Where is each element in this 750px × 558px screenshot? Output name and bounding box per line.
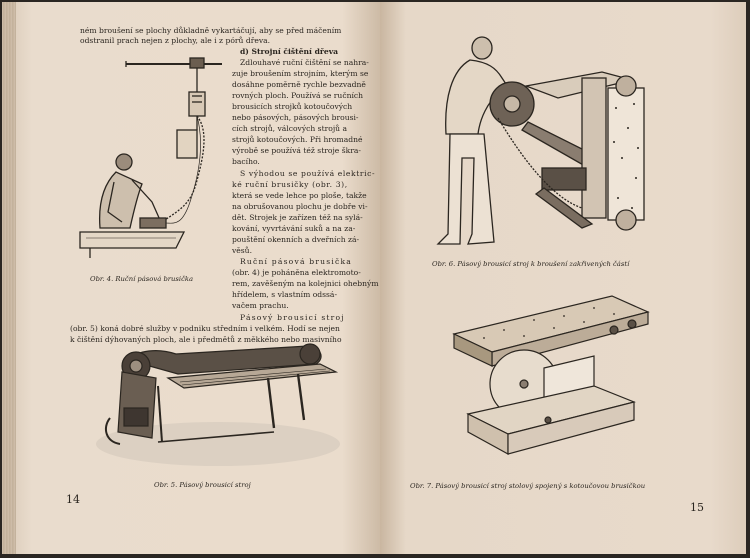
intro-line-2: odstranil prach nejen z plochy, ale i z pórů dřeva. — [80, 36, 271, 45]
column-line: výrobě se používá též stroje škra- — [232, 146, 361, 155]
figure-5-caption: Obr. 5. Pásový brousicí stroj — [154, 481, 251, 489]
book-spread — [2, 2, 746, 554]
column-line: pouštění okenních a dveřních zá- — [232, 235, 360, 244]
column-line: brousicích strojků kotoučových — [232, 102, 353, 111]
intro-line-1: ném broušení se plochy důkladně vykartáčují, aby se před máčením — [80, 26, 342, 35]
column-line: hřídelem, s vlastním odssá- — [232, 290, 338, 299]
column-line: Ruční pásová brusička — [240, 257, 352, 266]
left-page — [2, 2, 380, 554]
full-line-2: k čištění dýhovaných ploch, ale i předmětů z měkkého nebo masivního — [70, 335, 342, 344]
column-line: (obr. 4) je poháněna elektromoto- — [232, 268, 361, 277]
section-heading: d) Strojní čištění dřeva — [240, 47, 339, 56]
column-line: bacího. — [232, 157, 260, 166]
column-line: rovných ploch. Používá se ručních — [232, 91, 364, 100]
right-page — [380, 2, 746, 554]
figure-5-illustration — [98, 342, 348, 472]
figure-4-caption: Obr. 4. Ruční pásová brusička — [90, 275, 194, 283]
page-number-right: 15 — [690, 501, 704, 514]
column-line: dět. Strojek je zařízen též na sylá- — [232, 213, 363, 222]
column-line: rem, zavěšeným na kolejnici ohebným — [232, 279, 379, 288]
column-line: strojů kotoučových. Při hromadné — [232, 135, 363, 144]
column-line: kování, vyvrtávání suků a na za- — [232, 224, 356, 233]
column-line: věsů. — [232, 246, 252, 255]
page-number-left: 14 — [66, 493, 80, 506]
column-line: která se vede lehce po ploše, takže — [232, 191, 367, 200]
figure-4-illustration — [80, 52, 230, 262]
figure-6-caption: Obr. 6. Pásový brousicí stroj k broušení zakřivených částí — [432, 260, 630, 268]
column-line: Pásový brousicí stroj — [240, 313, 345, 322]
figure-6-illustration — [432, 38, 662, 258]
column-line: zuje broušením strojním, kterým se — [232, 69, 369, 78]
column-line: ké ruční brusičky (obr. 3), — [232, 180, 348, 189]
page-edges — [2, 2, 16, 554]
column-line: cích strojů, válcových strojů a — [232, 124, 348, 133]
column-line: dosáhne poměrně rychle bezvadně — [232, 80, 366, 89]
column-line: S výhodou se používá elektric- — [240, 169, 376, 178]
column-line: Zdlouhavé ruční čištění se nahra- — [240, 58, 369, 67]
figure-7-caption: Obr. 7. Pásový brousicí stroj stolový spojený s kotoučovou brusičkou — [410, 482, 646, 490]
column-line: nebo pásových, pásových brousi- — [232, 113, 359, 122]
figure-7-illustration — [444, 290, 654, 460]
full-line-1: (obr. 5) koná dobré služby v podniku středním i velkém. Hodí se nejen — [70, 324, 340, 333]
column-line: vačem prachu. — [232, 301, 289, 310]
column-line: na obrušovanou plochu je dobře vi- — [232, 202, 368, 211]
